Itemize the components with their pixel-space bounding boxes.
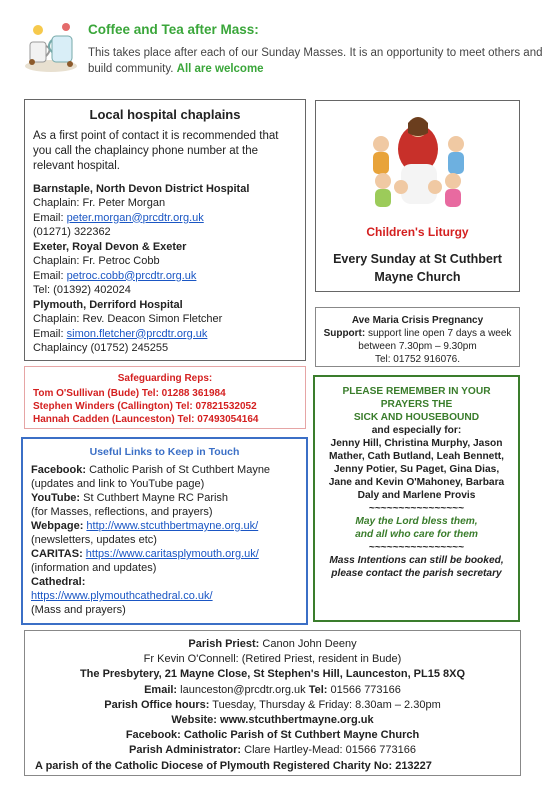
hospital-name: Plymouth, Derriford Hospital — [33, 298, 183, 311]
coffee-text: This takes place after each of our Sunday Masses. It is an opportunity to meet others and build community. — [88, 47, 543, 75]
office-hours-row — [31, 698, 514, 713]
safeguarding-rep: Stephen Winders (Callington) Tel: 07821532052 — [33, 401, 257, 412]
hospital-email-link[interactable]: peter.morgan@prcdtr.org.uk — [66, 211, 204, 224]
safeguarding-box — [24, 366, 306, 429]
prayers-subheading: SICK AND HOUSEBOUND — [353, 412, 480, 423]
hospital-email-row — [33, 269, 297, 284]
hospital-entry — [33, 182, 297, 240]
ave-maria-title: Ave Maria Crisis Pregnancy — [351, 315, 484, 326]
safeguarding-rep: Hannah Cadden (Launceston) Tel: 07493054164 — [33, 414, 259, 425]
cathedral-label-row — [31, 575, 298, 589]
hours-label: Parish Office hours: — [104, 698, 210, 711]
safeguarding-title: Safeguarding Reps: — [117, 373, 213, 384]
caritas-row — [31, 547, 298, 561]
hospital-name: Exeter, Royal Devon & Exeter — [33, 240, 187, 253]
parish-info-box — [24, 630, 521, 776]
hospital-entry — [33, 240, 297, 298]
parish-priest-row — [31, 637, 514, 652]
hospital-title: Local hospital chaplains — [89, 107, 241, 122]
coffee-welcome: All are welcome — [176, 63, 264, 75]
webpage-label: Webpage: — [31, 520, 84, 532]
hospital-phone: (01271) 322362 — [33, 226, 111, 238]
support-label: Support: — [323, 328, 366, 339]
hospital-chaplain: Chaplain: Rev. Deacon Simon Fletcher — [33, 313, 223, 325]
childrens-liturgy-schedule: Every Sunday at St Cuthbert Mayne Church — [333, 252, 502, 284]
charity-statement: A parish of the Catholic Diocese of Plymouth Registered Charity No: 213227 — [35, 759, 432, 772]
priest-label: Parish Priest: — [188, 638, 260, 650]
hospital-chaplains-box — [24, 99, 306, 361]
facebook-text: Catholic Parish of St Cuthbert Mayne (updates and link to YouTube page) — [31, 464, 271, 490]
retired-priest: Fr Kevin O'Connell: (Retired Priest, resident in Bude) — [143, 653, 402, 666]
tel-label: Tel: — [308, 683, 328, 696]
cathedral-label: Cathedral: — [31, 576, 86, 588]
youtube-label: YouTube: — [31, 492, 81, 504]
youtube-row — [31, 491, 298, 505]
safeguarding-rep: Tom O'Sullivan (Bude) Tel: 01288 361984 — [33, 388, 226, 399]
ave-maria-support — [322, 327, 513, 353]
facebook-row — [31, 463, 298, 491]
ave-maria-tel: Tel: 01752 916076. — [374, 354, 461, 365]
prayers-especially: and especially for: — [371, 425, 462, 436]
admin-label: Parish Administrator: — [129, 744, 242, 757]
priest-name: Canon John Deeny — [262, 638, 357, 650]
ave-maria-box — [315, 307, 520, 367]
hospital-entry — [33, 298, 297, 356]
administrator: Clare Hartley-Mead: 01566 773166 — [244, 744, 416, 757]
hospital-email-row — [33, 327, 297, 342]
youtube-note: (for Masses, reflections, and prayers) — [31, 506, 213, 518]
divider: ~~~~~~~~~~~~~~~~ — [368, 542, 465, 553]
hospital-chaplain: Chaplain: Fr. Peter Morgan — [33, 197, 166, 209]
caritas-label: CARITAS: — [31, 548, 83, 560]
prayers-names: Jenny Hill, Christina Murphy, Jason Mather, Cath Butland, Leah Bennett, Jenny Potier, Su Paget, Gina Dias, Jane and Kevin O'Mahoney, Barbara Daly and Marlene Provis — [328, 438, 505, 501]
hospital-name: Barnstaple, North Devon District Hospital — [33, 182, 250, 195]
hospital-phone: Tel: (01392) 402024 — [33, 284, 131, 296]
hospital-email-row — [33, 211, 297, 226]
divider: ~~~~~~~~~~~~~~~~ — [368, 503, 465, 514]
blessing-line: and all who care for them — [355, 529, 478, 540]
childrens-liturgy-title: Children's Liturgy — [366, 225, 469, 239]
caritas-note: (information and updates) — [31, 562, 157, 574]
email-label: Email: — [33, 211, 64, 224]
email-label: Email: — [33, 327, 64, 340]
webpage-row — [31, 519, 298, 533]
youtube-text: St Cuthbert Mayne RC Parish — [80, 492, 229, 504]
links-title: Useful Links to Keep in Touch — [89, 446, 240, 458]
hospital-email-link[interactable]: simon.fletcher@prcdtr.org.uk — [66, 327, 208, 340]
email-label: Email: — [33, 269, 64, 282]
hospital-chaplain: Chaplain: Fr. Petroc Cobb — [33, 255, 160, 267]
email-label: Email: — [144, 683, 178, 696]
administrator-row — [31, 743, 514, 758]
parish-tel: 01566 773166 — [330, 683, 401, 696]
cathedral-link[interactable]: https://www.plymouthcathedral.co.uk/ — [31, 590, 213, 602]
prayers-sick-box — [313, 375, 520, 622]
useful-links-box — [21, 437, 308, 625]
parish-email: launceston@prcdtr.org.uk — [180, 683, 306, 696]
mass-intentions: Mass Intentions can still be booked, please contact the parish secretary — [329, 555, 504, 579]
facebook-label: Facebook: — [31, 464, 87, 476]
cathedral-link-row — [31, 589, 298, 603]
coffee-tea-illustration-icon — [22, 18, 80, 76]
presbytery-address: The Presbytery, 21 Mayne Close, St Stephen's Hill, Launceston, PL15 8XQ — [79, 668, 466, 681]
parish-facebook: Facebook: Catholic Parish of St Cuthbert Mayne Church — [125, 729, 420, 742]
hospital-phone: Chaplaincy (01752) 245255 — [33, 342, 169, 354]
parish-website: Website: www.stcuthbertmayne.org.uk — [171, 714, 374, 727]
cathedral-note: (Mass and prayers) — [31, 604, 126, 616]
childrens-liturgy-box — [315, 100, 520, 292]
office-hours: Tuesday, Thursday & Friday: 8.30am – 2.30pm — [212, 698, 441, 711]
coffee-title: Coffee and Tea after Mass: — [88, 22, 259, 37]
caritas-link[interactable]: https://www.caritasplymouth.org.uk/ — [85, 548, 259, 560]
coffee-description — [88, 45, 546, 77]
blessing-line: May the Lord bless them, — [355, 516, 478, 527]
webpage-note: (newsletters, updates etc) — [31, 534, 157, 546]
hospital-intro: As a first point of contact it is recommended that you call the chaplaincy phone number at the relevant hospital. — [33, 129, 279, 172]
hospital-email-link[interactable]: petroc.cobb@prcdtr.org.uk — [66, 269, 197, 282]
jesus-with-children-illustration-icon — [361, 109, 476, 209]
prayers-heading: PLEASE REMEMBER IN YOUR PRAYERS THE — [342, 386, 491, 410]
support-text: support line open 7 days a week between 7.30pm – 9.30pm — [358, 328, 512, 352]
webpage-link[interactable]: http://www.stcuthbertmayne.org.uk/ — [86, 520, 259, 532]
parish-contact-row — [31, 683, 514, 698]
